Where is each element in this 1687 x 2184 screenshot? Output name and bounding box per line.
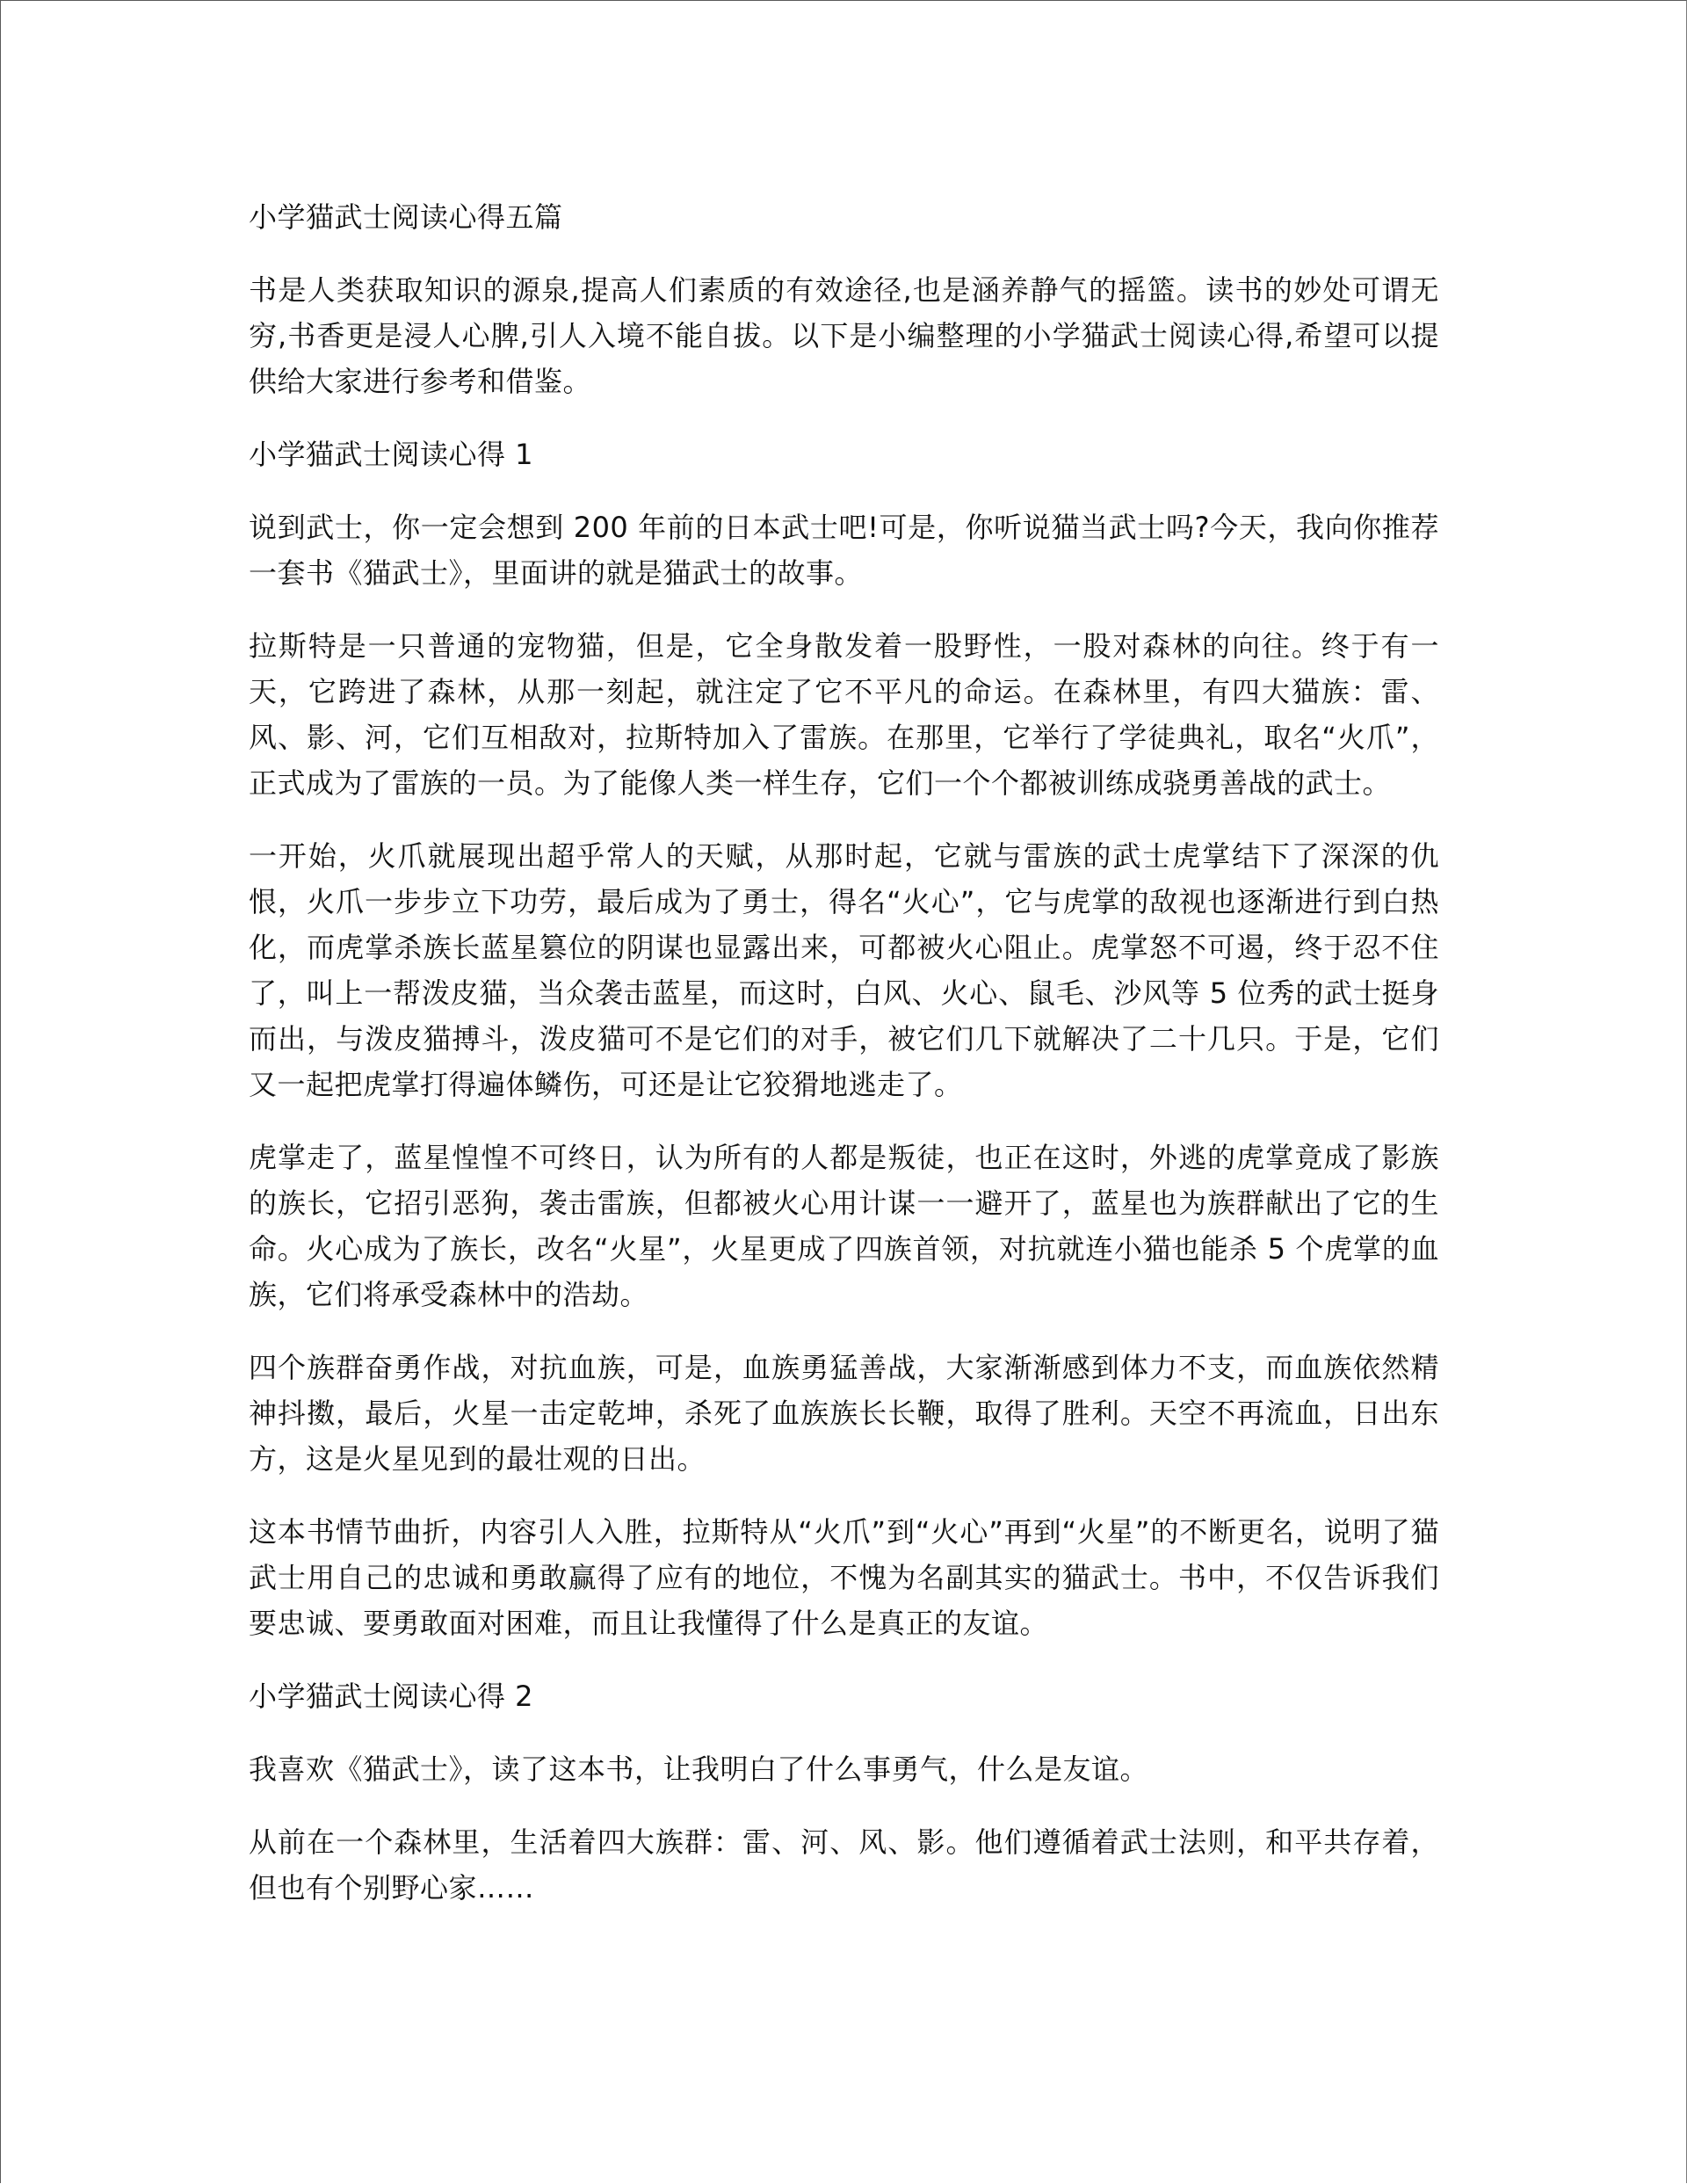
section-heading-2: 小学猫武士阅读心得 2 [249, 1680, 534, 1713]
intro-paragraph: 书是人类获取知识的源泉,提高人们素质的有效途径,也是涵养静气的摇篮。读书的妙处可谓无穷,书香更是浸人心脾,引人入境不能自拔。以下是小编整理的小学猫武士阅读心得,希望可以提供给大家进行参考和借鉴。 [249, 273, 1439, 398]
paragraph: 说到武士，你一定会想到 200 年前的日本武士吧!可是，你听说猫当武士吗?今天，我向你推荐一套书《猫武士》，里面讲的就是猫武士的故事。 [249, 511, 1439, 590]
paragraph: 从前在一个森林里，生活着四大族群：雷、河、风、影。他们遵循着武士法则，和平共存着，但也有个别野心家…… [249, 1825, 1439, 1905]
section-heading-1: 小学猫武士阅读心得 1 [249, 438, 534, 471]
paragraph: 虎掌走了，蓝星惶惶不可终日，认为所有的人都是叛徒，也正在这时，外逃的虎掌竟成了影族的族长，它招引恶狗，袭击雷族，但都被火心用计谋一一避开了，蓝星也为族群献出了它的生命。火心成为了族长，改名“火星”，火星更成了四族首领，对抗就连小猫也能杀 5 个虎掌的血族，它们将承受森林中的浩劫。 [249, 1141, 1439, 1311]
paragraph: 我喜欢《猫武士》，读了这本书，让我明白了什么事勇气，什么是友谊。 [249, 1752, 1149, 1786]
document-body [249, 194, 1439, 1911]
document-title: 小学猫武士阅读心得五篇 [249, 200, 563, 234]
paragraph: 四个族群奋勇作战，对抗血族，可是，血族勇猛善战，大家渐渐感到体力不支，而血族依然精神抖擞，最后，火星一击定乾坤，杀死了血族族长长鞭，取得了胜利。天空不再流血，日出东方，这是火星见到的最壮观的日出。 [249, 1351, 1439, 1476]
paragraph: 拉斯特是一只普通的宠物猫，但是，它全身散发着一股野性，一股对森林的向往。终于有一天，它跨进了森林，从那一刻起，就注定了它不平凡的命运。在森林里，有四大猫族：雷、风、影、河，它们互相敌对，拉斯特加入了雷族。在那里，它举行了学徒典礼，取名“火爪”，正式成为了雷族的一员。为了能像人类一样生存，它们一个个都被训练成骁勇善战的武士。 [249, 629, 1439, 800]
paragraph: 这本书情节曲折，内容引人入胜，拉斯特从“火爪”到“火心”再到“火星”的不断更名，说明了猫武士用自己的忠诚和勇敢赢得了应有的地位，不愧为名副其实的猫武士。书中，不仅告诉我们要忠诚、要勇敢面对困难，而且让我懂得了什么是真正的友谊。 [249, 1515, 1439, 1640]
paragraph: 一开始，火爪就展现出超乎常人的天赋，从那时起，它就与雷族的武士虎掌结下了深深的仇恨，火爪一步步立下功劳，最后成为了勇士，得名“火心”，它与虎掌的敌视也逐渐进行到白热化，而虎掌杀族长蓝星篡位的阴谋也显露出来，可都被火心阻止。虎掌怒不可遏，终于忍不住了，叫上一帮泼皮猫，当众袭击蓝星，而这时，白风、火心、鼠毛、沙风等 5 位秀的武士挺身而出，与泼皮猫搏斗，泼皮猫可不是它们的对手，被它们几下就解决了二十几只。于是，它们又一起把虎掌打得遍体鳞伤，可还是让它狡猾地逃走了。 [249, 839, 1439, 1101]
